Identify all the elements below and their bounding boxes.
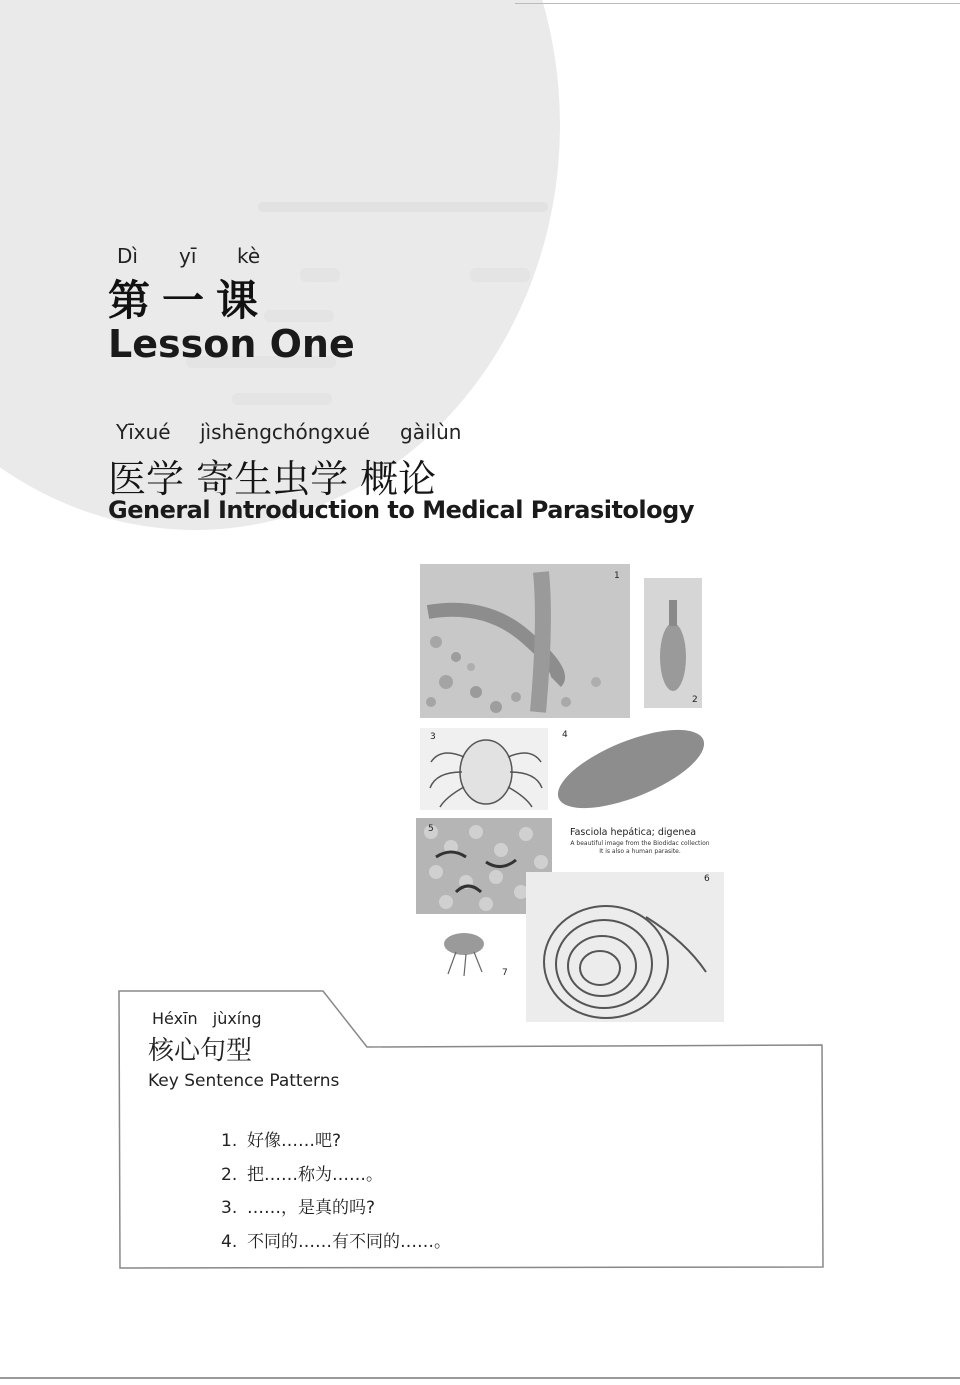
figure-label: 5 bbox=[428, 824, 434, 834]
liver-fluke bbox=[548, 714, 714, 824]
topic-title-english: General Introduction to Medical Parasitology bbox=[108, 496, 694, 524]
show-through-smudge bbox=[470, 268, 530, 282]
pattern-item bbox=[221, 1160, 451, 1194]
pattern-item bbox=[221, 1227, 451, 1261]
lesson-title-english: Lesson One bbox=[108, 322, 355, 366]
key-patterns-pinyin-word: Héxīn bbox=[152, 1009, 198, 1028]
tapeworm-neck bbox=[669, 600, 677, 626]
topic-title-chinese: 医学 寄生虫学 概论 bbox=[108, 457, 437, 501]
pattern-text: 把……称为……。 bbox=[247, 1164, 383, 1185]
lesson-title-chinese: 第一课 bbox=[108, 276, 271, 325]
show-through-smudge bbox=[232, 393, 332, 405]
figure-label: 1 bbox=[614, 571, 620, 581]
flea-body bbox=[444, 933, 484, 955]
pattern-number: 2. bbox=[221, 1164, 238, 1185]
parasite-figure-collage bbox=[416, 562, 726, 1024]
pattern-number: 3. bbox=[221, 1198, 238, 1218]
key-patterns-pinyin-word: jùxíng bbox=[212, 1009, 262, 1028]
figure-caption-subtitle bbox=[560, 840, 720, 856]
figure-caption-line: A beautiful image from the Biodidac collection bbox=[570, 840, 710, 847]
key-patterns-list bbox=[221, 1126, 451, 1260]
figure-caption-title: Fasciola hepática; digenea bbox=[570, 827, 697, 838]
topic-pinyin bbox=[116, 420, 516, 444]
worm-shape bbox=[538, 572, 543, 712]
pattern-item bbox=[221, 1193, 451, 1227]
show-through-smudge bbox=[264, 310, 334, 322]
lesson-pinyin-syllable: yī bbox=[179, 244, 197, 268]
figure-label: 7 bbox=[502, 968, 508, 978]
pattern-text: 好像……吧? bbox=[247, 1131, 342, 1151]
topic-pinyin-word: gàilùn bbox=[400, 420, 462, 444]
key-patterns-pinyin bbox=[152, 1009, 272, 1028]
figure-label: 4 bbox=[562, 730, 568, 740]
lesson-pinyin-syllable: Dì bbox=[117, 244, 138, 268]
figure-label: 6 bbox=[704, 874, 710, 884]
show-through-smudge bbox=[300, 268, 340, 282]
parasite-illustrations bbox=[416, 562, 726, 1024]
page-bottom-rule bbox=[0, 1377, 960, 1379]
pattern-item bbox=[221, 1126, 451, 1160]
page-top-rule bbox=[515, 3, 960, 4]
show-through-smudge bbox=[248, 196, 548, 218]
pattern-number: 1. bbox=[221, 1131, 238, 1151]
lesson-pinyin-syllable: kè bbox=[237, 244, 261, 268]
figure-caption-line: It is also a human parasite. bbox=[599, 848, 681, 855]
pattern-number: 4. bbox=[221, 1231, 238, 1252]
key-patterns-title-english: Key Sentence Patterns bbox=[148, 1071, 340, 1091]
pattern-text: ……，是真的吗? bbox=[247, 1198, 376, 1218]
flea-legs bbox=[448, 952, 482, 976]
key-patterns-title-chinese: 核心句型 bbox=[148, 1036, 253, 1066]
figure-label: 2 bbox=[692, 695, 698, 705]
topic-pinyin-word: Yīxué bbox=[116, 420, 171, 444]
figure-label: 3 bbox=[430, 732, 436, 742]
pattern-text: 不同的……有不同的……。 bbox=[247, 1231, 451, 1252]
topic-pinyin-word: jìshēngchóngxué bbox=[200, 420, 370, 444]
lesson-pinyin bbox=[117, 244, 317, 268]
tick-body bbox=[460, 740, 512, 804]
tapeworm-body bbox=[660, 623, 686, 691]
